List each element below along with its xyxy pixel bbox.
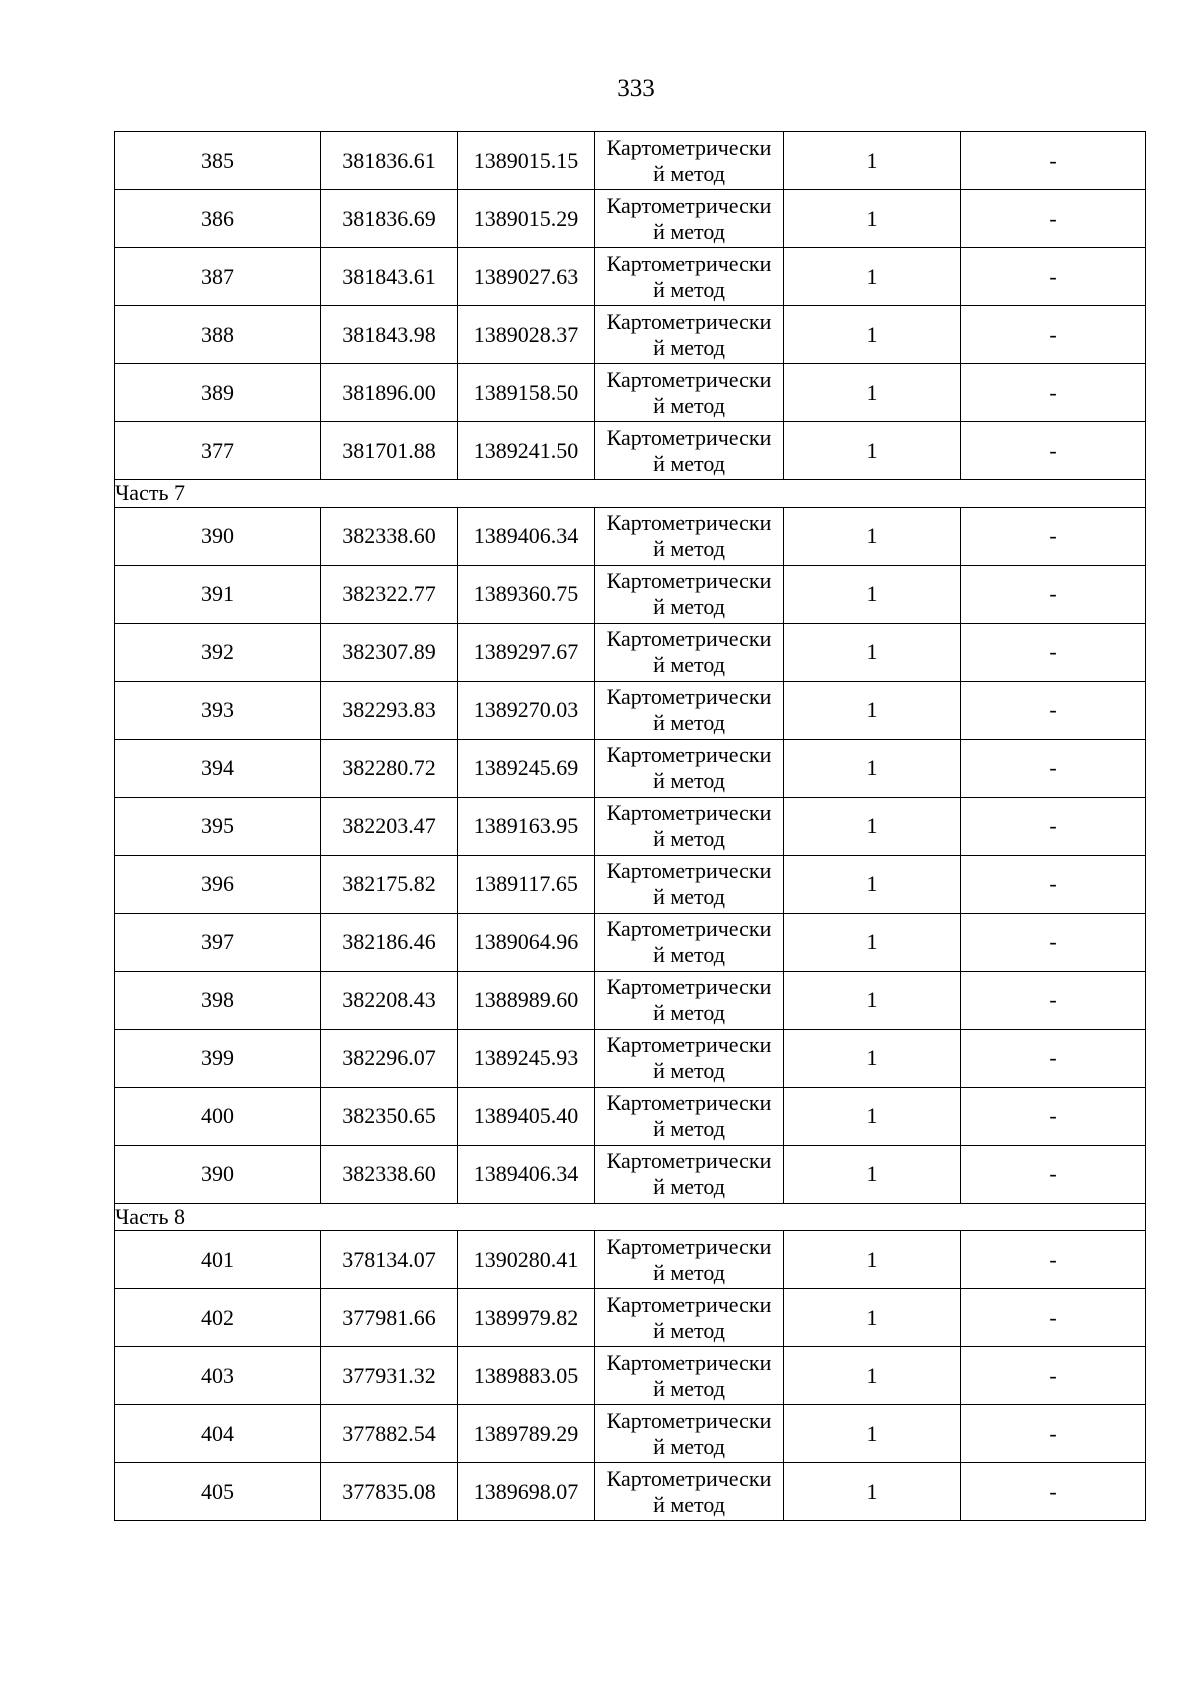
- method-text-line1: Картометрически: [606, 568, 772, 593]
- method-text-line1: Картометрически: [606, 510, 772, 535]
- method-cell: [595, 971, 784, 1029]
- method-text-line2: й метод: [653, 768, 725, 793]
- method-text-line1: Картометрически: [606, 974, 772, 999]
- accuracy-cell: 1: [784, 422, 961, 480]
- point-id-cell: 388: [115, 306, 321, 364]
- point-id-cell: 394: [115, 739, 321, 797]
- method-text-line2: й метод: [653, 276, 725, 302]
- x-coordinate-cell: 382338.60: [321, 507, 458, 565]
- point-id-cell: 392: [115, 623, 321, 681]
- method-text-line1: Картометрически: [606, 742, 772, 767]
- method-cell: [595, 913, 784, 971]
- method-text-line2: й метод: [653, 594, 725, 619]
- method-text-line2: й метод: [653, 392, 725, 418]
- method-text-line1: Картометрически: [606, 1407, 772, 1433]
- page-number: 333: [617, 75, 655, 102]
- method-text-line2: й метод: [653, 1375, 725, 1401]
- method-cell: [595, 1231, 784, 1289]
- method-text-line1: Картометрически: [606, 134, 772, 160]
- method-text-line1: Картометрически: [606, 1291, 772, 1317]
- accuracy-cell: 1: [784, 507, 961, 565]
- x-coordinate-cell: 382175.82: [321, 855, 458, 913]
- accuracy-cell: 1: [784, 132, 961, 190]
- method-text-line2: й метод: [653, 1116, 725, 1141]
- note-cell: -: [961, 971, 1146, 1029]
- method-cell: [595, 248, 784, 306]
- y-coordinate-cell: 1389064.96: [458, 913, 595, 971]
- x-coordinate-cell: 382293.83: [321, 681, 458, 739]
- x-coordinate-cell: 377882.54: [321, 1405, 458, 1463]
- point-id-cell: 399: [115, 1029, 321, 1087]
- x-coordinate-cell: 382280.72: [321, 739, 458, 797]
- y-coordinate-cell: 1389297.67: [458, 623, 595, 681]
- method-text-line1: Картометрически: [606, 1349, 772, 1375]
- x-coordinate-cell: 382203.47: [321, 797, 458, 855]
- note-cell: -: [961, 1463, 1146, 1521]
- accuracy-cell: 1: [784, 623, 961, 681]
- point-id-cell: 395: [115, 797, 321, 855]
- note-cell: -: [961, 364, 1146, 422]
- method-text-line1: Картометрически: [606, 858, 772, 883]
- x-coordinate-cell: 381896.00: [321, 364, 458, 422]
- table-row: [115, 306, 1146, 364]
- x-coordinate-cell: 382322.77: [321, 565, 458, 623]
- note-cell: -: [961, 1087, 1146, 1145]
- method-cell: [595, 797, 784, 855]
- method-text-line2: й метод: [653, 710, 725, 735]
- accuracy-cell: 1: [784, 190, 961, 248]
- y-coordinate-cell: 1389117.65: [458, 855, 595, 913]
- method-cell: [595, 1347, 784, 1405]
- point-id-cell: 396: [115, 855, 321, 913]
- method-cell: [595, 855, 784, 913]
- method-cell: [595, 507, 784, 565]
- method-text-line1: Картометрически: [606, 308, 772, 334]
- accuracy-cell: 1: [784, 797, 961, 855]
- accuracy-cell: 1: [784, 1347, 961, 1405]
- method-text-line2: й метод: [653, 1000, 725, 1025]
- method-text-line2: й метод: [653, 826, 725, 851]
- x-coordinate-cell: 381836.61: [321, 132, 458, 190]
- method-text-line1: Картометрически: [606, 916, 772, 941]
- y-coordinate-cell: 1389015.15: [458, 132, 595, 190]
- method-text-line1: Картометрически: [606, 424, 772, 450]
- x-coordinate-cell: 381701.88: [321, 422, 458, 480]
- y-coordinate-cell: 1389015.29: [458, 190, 595, 248]
- point-id-cell: 387: [115, 248, 321, 306]
- y-coordinate-cell: 1389698.07: [458, 1463, 595, 1521]
- note-cell: -: [961, 623, 1146, 681]
- section-header-row: [115, 480, 1146, 508]
- coordinates-table-body: [115, 132, 1146, 1521]
- accuracy-cell: 1: [784, 1463, 961, 1521]
- note-cell: -: [961, 1145, 1146, 1203]
- table-row: [115, 565, 1146, 623]
- method-cell: [595, 422, 784, 480]
- accuracy-cell: 1: [784, 855, 961, 913]
- point-id-cell: 385: [115, 132, 321, 190]
- accuracy-cell: 1: [784, 1231, 961, 1289]
- accuracy-cell: 1: [784, 1029, 961, 1087]
- x-coordinate-cell: 382350.65: [321, 1087, 458, 1145]
- accuracy-cell: 1: [784, 248, 961, 306]
- method-text-line1: Картометрически: [606, 1465, 772, 1491]
- accuracy-cell: 1: [784, 1145, 961, 1203]
- point-id-cell: 401: [115, 1231, 321, 1289]
- table-row: [115, 364, 1146, 422]
- y-coordinate-cell: 1389270.03: [458, 681, 595, 739]
- x-coordinate-cell: 381843.61: [321, 248, 458, 306]
- y-coordinate-cell: 1389360.75: [458, 565, 595, 623]
- point-id-cell: 386: [115, 190, 321, 248]
- method-text-line1: Картометрически: [606, 250, 772, 276]
- method-text-line2: й метод: [653, 1058, 725, 1083]
- method-cell: [595, 1289, 784, 1347]
- method-cell: [595, 1029, 784, 1087]
- table-row: [115, 1029, 1146, 1087]
- method-text-line1: Картометрически: [606, 192, 772, 218]
- x-coordinate-cell: 381843.98: [321, 306, 458, 364]
- table-row: [115, 1231, 1146, 1289]
- x-coordinate-cell: 382208.43: [321, 971, 458, 1029]
- y-coordinate-cell: 1389979.82: [458, 1289, 595, 1347]
- table-row: [115, 132, 1146, 190]
- method-cell: [595, 681, 784, 739]
- x-coordinate-cell: 382307.89: [321, 623, 458, 681]
- note-cell: -: [961, 306, 1146, 364]
- table-row: [115, 190, 1146, 248]
- note-cell: -: [961, 422, 1146, 480]
- method-text-line1: Картометрически: [606, 1233, 772, 1259]
- table-row: [115, 913, 1146, 971]
- method-cell: [595, 1145, 784, 1203]
- table-row: [115, 507, 1146, 565]
- method-cell: [595, 364, 784, 422]
- method-text-line2: й метод: [653, 1433, 725, 1459]
- method-cell: [595, 306, 784, 364]
- x-coordinate-cell: 382338.60: [321, 1145, 458, 1203]
- point-id-cell: 393: [115, 681, 321, 739]
- method-cell: [595, 1463, 784, 1521]
- point-id-cell: 391: [115, 565, 321, 623]
- table-row: [115, 971, 1146, 1029]
- method-text-line2: й метод: [653, 1317, 725, 1343]
- point-id-cell: 404: [115, 1405, 321, 1463]
- method-cell: [595, 190, 784, 248]
- method-text-line1: Картометрически: [606, 1090, 772, 1115]
- method-text-line2: й метод: [653, 884, 725, 909]
- table-row: [115, 1289, 1146, 1347]
- x-coordinate-cell: 377981.66: [321, 1289, 458, 1347]
- y-coordinate-cell: 1389406.34: [458, 1145, 595, 1203]
- method-text-line2: й метод: [653, 1259, 725, 1285]
- point-id-cell: 390: [115, 507, 321, 565]
- accuracy-cell: 1: [784, 681, 961, 739]
- table-row: [115, 797, 1146, 855]
- method-text-line1: Картометрически: [606, 1032, 772, 1057]
- table-row: [115, 623, 1146, 681]
- y-coordinate-cell: 1388989.60: [458, 971, 595, 1029]
- table-row: [115, 248, 1146, 306]
- y-coordinate-cell: 1389405.40: [458, 1087, 595, 1145]
- note-cell: -: [961, 913, 1146, 971]
- y-coordinate-cell: 1389789.29: [458, 1405, 595, 1463]
- table-row: [115, 1405, 1146, 1463]
- table-row: [115, 855, 1146, 913]
- x-coordinate-cell: 378134.07: [321, 1231, 458, 1289]
- point-id-cell: 390: [115, 1145, 321, 1203]
- method-cell: [595, 1405, 784, 1463]
- note-cell: -: [961, 739, 1146, 797]
- note-cell: -: [961, 1289, 1146, 1347]
- note-cell: -: [961, 797, 1146, 855]
- point-id-cell: 377: [115, 422, 321, 480]
- method-text-line2: й метод: [653, 652, 725, 677]
- accuracy-cell: 1: [784, 1405, 961, 1463]
- note-cell: -: [961, 1231, 1146, 1289]
- note-cell: -: [961, 681, 1146, 739]
- method-text-line2: й метод: [653, 536, 725, 561]
- note-cell: -: [961, 248, 1146, 306]
- table-row: [115, 739, 1146, 797]
- note-cell: -: [961, 507, 1146, 565]
- method-text-line2: й метод: [653, 1491, 725, 1517]
- method-text-line2: й метод: [653, 942, 725, 967]
- accuracy-cell: 1: [784, 565, 961, 623]
- table-row: [115, 1463, 1146, 1521]
- coordinates-table: [114, 131, 1146, 1521]
- table-row: [115, 422, 1146, 480]
- x-coordinate-cell: 377835.08: [321, 1463, 458, 1521]
- point-id-cell: 397: [115, 913, 321, 971]
- point-id-cell: 405: [115, 1463, 321, 1521]
- point-id-cell: 389: [115, 364, 321, 422]
- method-text-line1: Картометрически: [606, 800, 772, 825]
- method-text-line1: Картометрически: [606, 366, 772, 392]
- method-cell: [595, 1087, 784, 1145]
- accuracy-cell: 1: [784, 1289, 961, 1347]
- accuracy-cell: 1: [784, 913, 961, 971]
- y-coordinate-cell: 1389883.05: [458, 1347, 595, 1405]
- method-text-line2: й метод: [653, 160, 725, 186]
- y-coordinate-cell: 1389027.63: [458, 248, 595, 306]
- section-label: Часть 7: [115, 480, 1146, 508]
- y-coordinate-cell: 1390280.41: [458, 1231, 595, 1289]
- accuracy-cell: 1: [784, 971, 961, 1029]
- method-cell: [595, 132, 784, 190]
- method-text-line2: й метод: [653, 450, 725, 476]
- x-coordinate-cell: 381836.69: [321, 190, 458, 248]
- y-coordinate-cell: 1389163.95: [458, 797, 595, 855]
- method-cell: [595, 565, 784, 623]
- note-cell: -: [961, 565, 1146, 623]
- method-text-line2: й метод: [653, 334, 725, 360]
- point-id-cell: 403: [115, 1347, 321, 1405]
- point-id-cell: 402: [115, 1289, 321, 1347]
- point-id-cell: 398: [115, 971, 321, 1029]
- table-row: [115, 1347, 1146, 1405]
- y-coordinate-cell: 1389241.50: [458, 422, 595, 480]
- method-cell: [595, 739, 784, 797]
- method-text-line1: Картометрически: [606, 1148, 772, 1173]
- method-cell: [595, 623, 784, 681]
- note-cell: -: [961, 1347, 1146, 1405]
- point-id-cell: 400: [115, 1087, 321, 1145]
- y-coordinate-cell: 1389158.50: [458, 364, 595, 422]
- table-row: [115, 1145, 1146, 1203]
- x-coordinate-cell: 377931.32: [321, 1347, 458, 1405]
- method-text-line1: Картометрически: [606, 626, 772, 651]
- method-text-line1: Картометрически: [606, 684, 772, 709]
- method-text-line2: й метод: [653, 1174, 725, 1199]
- y-coordinate-cell: 1389028.37: [458, 306, 595, 364]
- accuracy-cell: 1: [784, 364, 961, 422]
- table-row: [115, 681, 1146, 739]
- note-cell: -: [961, 132, 1146, 190]
- x-coordinate-cell: 382186.46: [321, 913, 458, 971]
- accuracy-cell: 1: [784, 1087, 961, 1145]
- y-coordinate-cell: 1389406.34: [458, 507, 595, 565]
- note-cell: -: [961, 1029, 1146, 1087]
- method-text-line2: й метод: [653, 218, 725, 244]
- note-cell: -: [961, 855, 1146, 913]
- accuracy-cell: 1: [784, 739, 961, 797]
- y-coordinate-cell: 1389245.93: [458, 1029, 595, 1087]
- note-cell: -: [961, 190, 1146, 248]
- accuracy-cell: 1: [784, 306, 961, 364]
- note-cell: -: [961, 1405, 1146, 1463]
- section-label: Часть 8: [115, 1203, 1146, 1231]
- y-coordinate-cell: 1389245.69: [458, 739, 595, 797]
- section-header-row: [115, 1203, 1146, 1231]
- x-coordinate-cell: 382296.07: [321, 1029, 458, 1087]
- table-row: [115, 1087, 1146, 1145]
